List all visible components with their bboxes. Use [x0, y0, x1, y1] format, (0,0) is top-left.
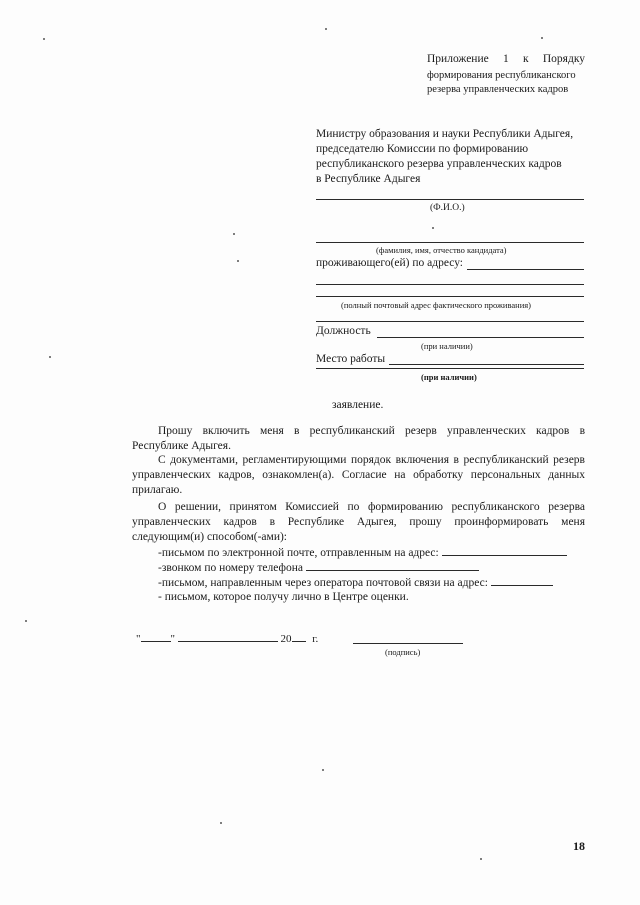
paragraph-3-line-2: управленческих кадров в Республике Адыгея, прошу проинформировать меня: [132, 516, 585, 528]
appendix-line-3: резерва управленческих кадров: [427, 84, 569, 95]
fio-line[interactable]: [316, 199, 584, 200]
candidate-caption: (фамилия, имя, отчество кандидата): [376, 245, 507, 255]
post-address-field[interactable]: [491, 575, 553, 586]
address-line-3[interactable]: [316, 296, 584, 297]
scan-speck: [220, 822, 222, 824]
phone-field[interactable]: [306, 560, 479, 571]
workplace-caption: (при наличии): [421, 372, 477, 382]
paragraph-1-line-1: Прошу включить меня в республиканский резерв управленческих кадров в: [158, 425, 585, 437]
option-in-person: - письмом, которое получу лично в Центре оценки.: [158, 591, 409, 603]
appendix-k: к: [523, 53, 529, 65]
scan-speck: [25, 620, 27, 622]
appendix-line-2: формирования республиканского: [427, 70, 576, 81]
appendix-order: Порядку: [542, 53, 585, 65]
option-email: [158, 545, 567, 561]
signature-caption: (подпись): [385, 647, 421, 657]
scan-speck: [233, 233, 235, 235]
workplace-line[interactable]: [389, 364, 584, 365]
residing-line[interactable]: [467, 269, 584, 270]
addressee-line-1: Министру образования и науки Республики Адыгея,: [316, 128, 574, 140]
paragraph-1-line-2: Республике Адыгея.: [132, 440, 231, 452]
page-number: 18: [573, 839, 585, 853]
scan-speck: [237, 260, 239, 262]
option-email-label: -письмом по электронной почте, отправленным на адрес:: [158, 547, 439, 559]
position-label: Должность: [316, 325, 371, 337]
quote-close: ": [170, 633, 175, 645]
appendix-number: 1: [503, 53, 509, 65]
candidate-name-line[interactable]: [316, 242, 584, 243]
addressee-line-3: республиканского резерва управленческих кадров: [316, 158, 562, 170]
scan-speck: [49, 356, 51, 358]
day-field[interactable]: [141, 631, 171, 642]
appendix-word: Приложение: [427, 53, 489, 65]
address-line-2[interactable]: [316, 284, 584, 285]
option-post-label: -письмом, направленным через оператора почтовой связи на адрес:: [158, 577, 488, 589]
date-row: [136, 631, 318, 647]
scan-speck: [325, 28, 327, 30]
year-suffix: г.: [312, 633, 319, 645]
year-field[interactable]: [292, 631, 306, 642]
document-title: заявление.: [332, 399, 384, 411]
email-field[interactable]: [442, 545, 567, 556]
scan-speck: [480, 858, 482, 860]
scan-speck: [541, 37, 543, 39]
quote-open: ": [136, 633, 141, 645]
addressee-line-2: председателю Комиссии по формированию: [316, 143, 529, 155]
scan-speck: [322, 769, 324, 771]
address-caption: (полный почтовый адрес фактического проживания): [341, 300, 531, 310]
scan-speck: [43, 38, 45, 40]
month-field[interactable]: [178, 631, 278, 642]
appendix-line-1: [427, 52, 585, 67]
residing-label: проживающего(ей) по адресу:: [316, 257, 463, 269]
paragraph-2-line-3: прилагаю.: [132, 484, 183, 496]
scan-speck: [432, 227, 434, 229]
position-caption: (при наличии): [421, 341, 473, 351]
paragraph-3-line-1: О решении, принятом Комиссией по формированию республиканского резерва: [158, 501, 585, 513]
addressee-line-4: в Республике Адыгея: [316, 173, 421, 185]
paragraph-2-line-1: С документами, регламентирующими порядок включения в республиканский резерв: [158, 454, 585, 466]
workplace-line-2[interactable]: [316, 368, 584, 369]
year-prefix: 20: [280, 633, 292, 645]
workplace-label: Место работы: [316, 353, 386, 365]
option-phone: [158, 560, 479, 576]
option-phone-label: -звонком по номеру телефона: [158, 562, 303, 574]
address-line-4[interactable]: [316, 321, 584, 322]
paragraph-3-line-3: следующим(и) способом(-ами):: [132, 531, 287, 543]
signature-line[interactable]: [353, 643, 463, 644]
option-post: [158, 575, 553, 591]
fio-caption: (Ф.И.О.): [430, 203, 465, 213]
position-line[interactable]: [377, 337, 584, 338]
paragraph-2-line-2: управленческих кадров, ознакомлен(а). Согласие на обработку персональных данных: [132, 469, 585, 481]
